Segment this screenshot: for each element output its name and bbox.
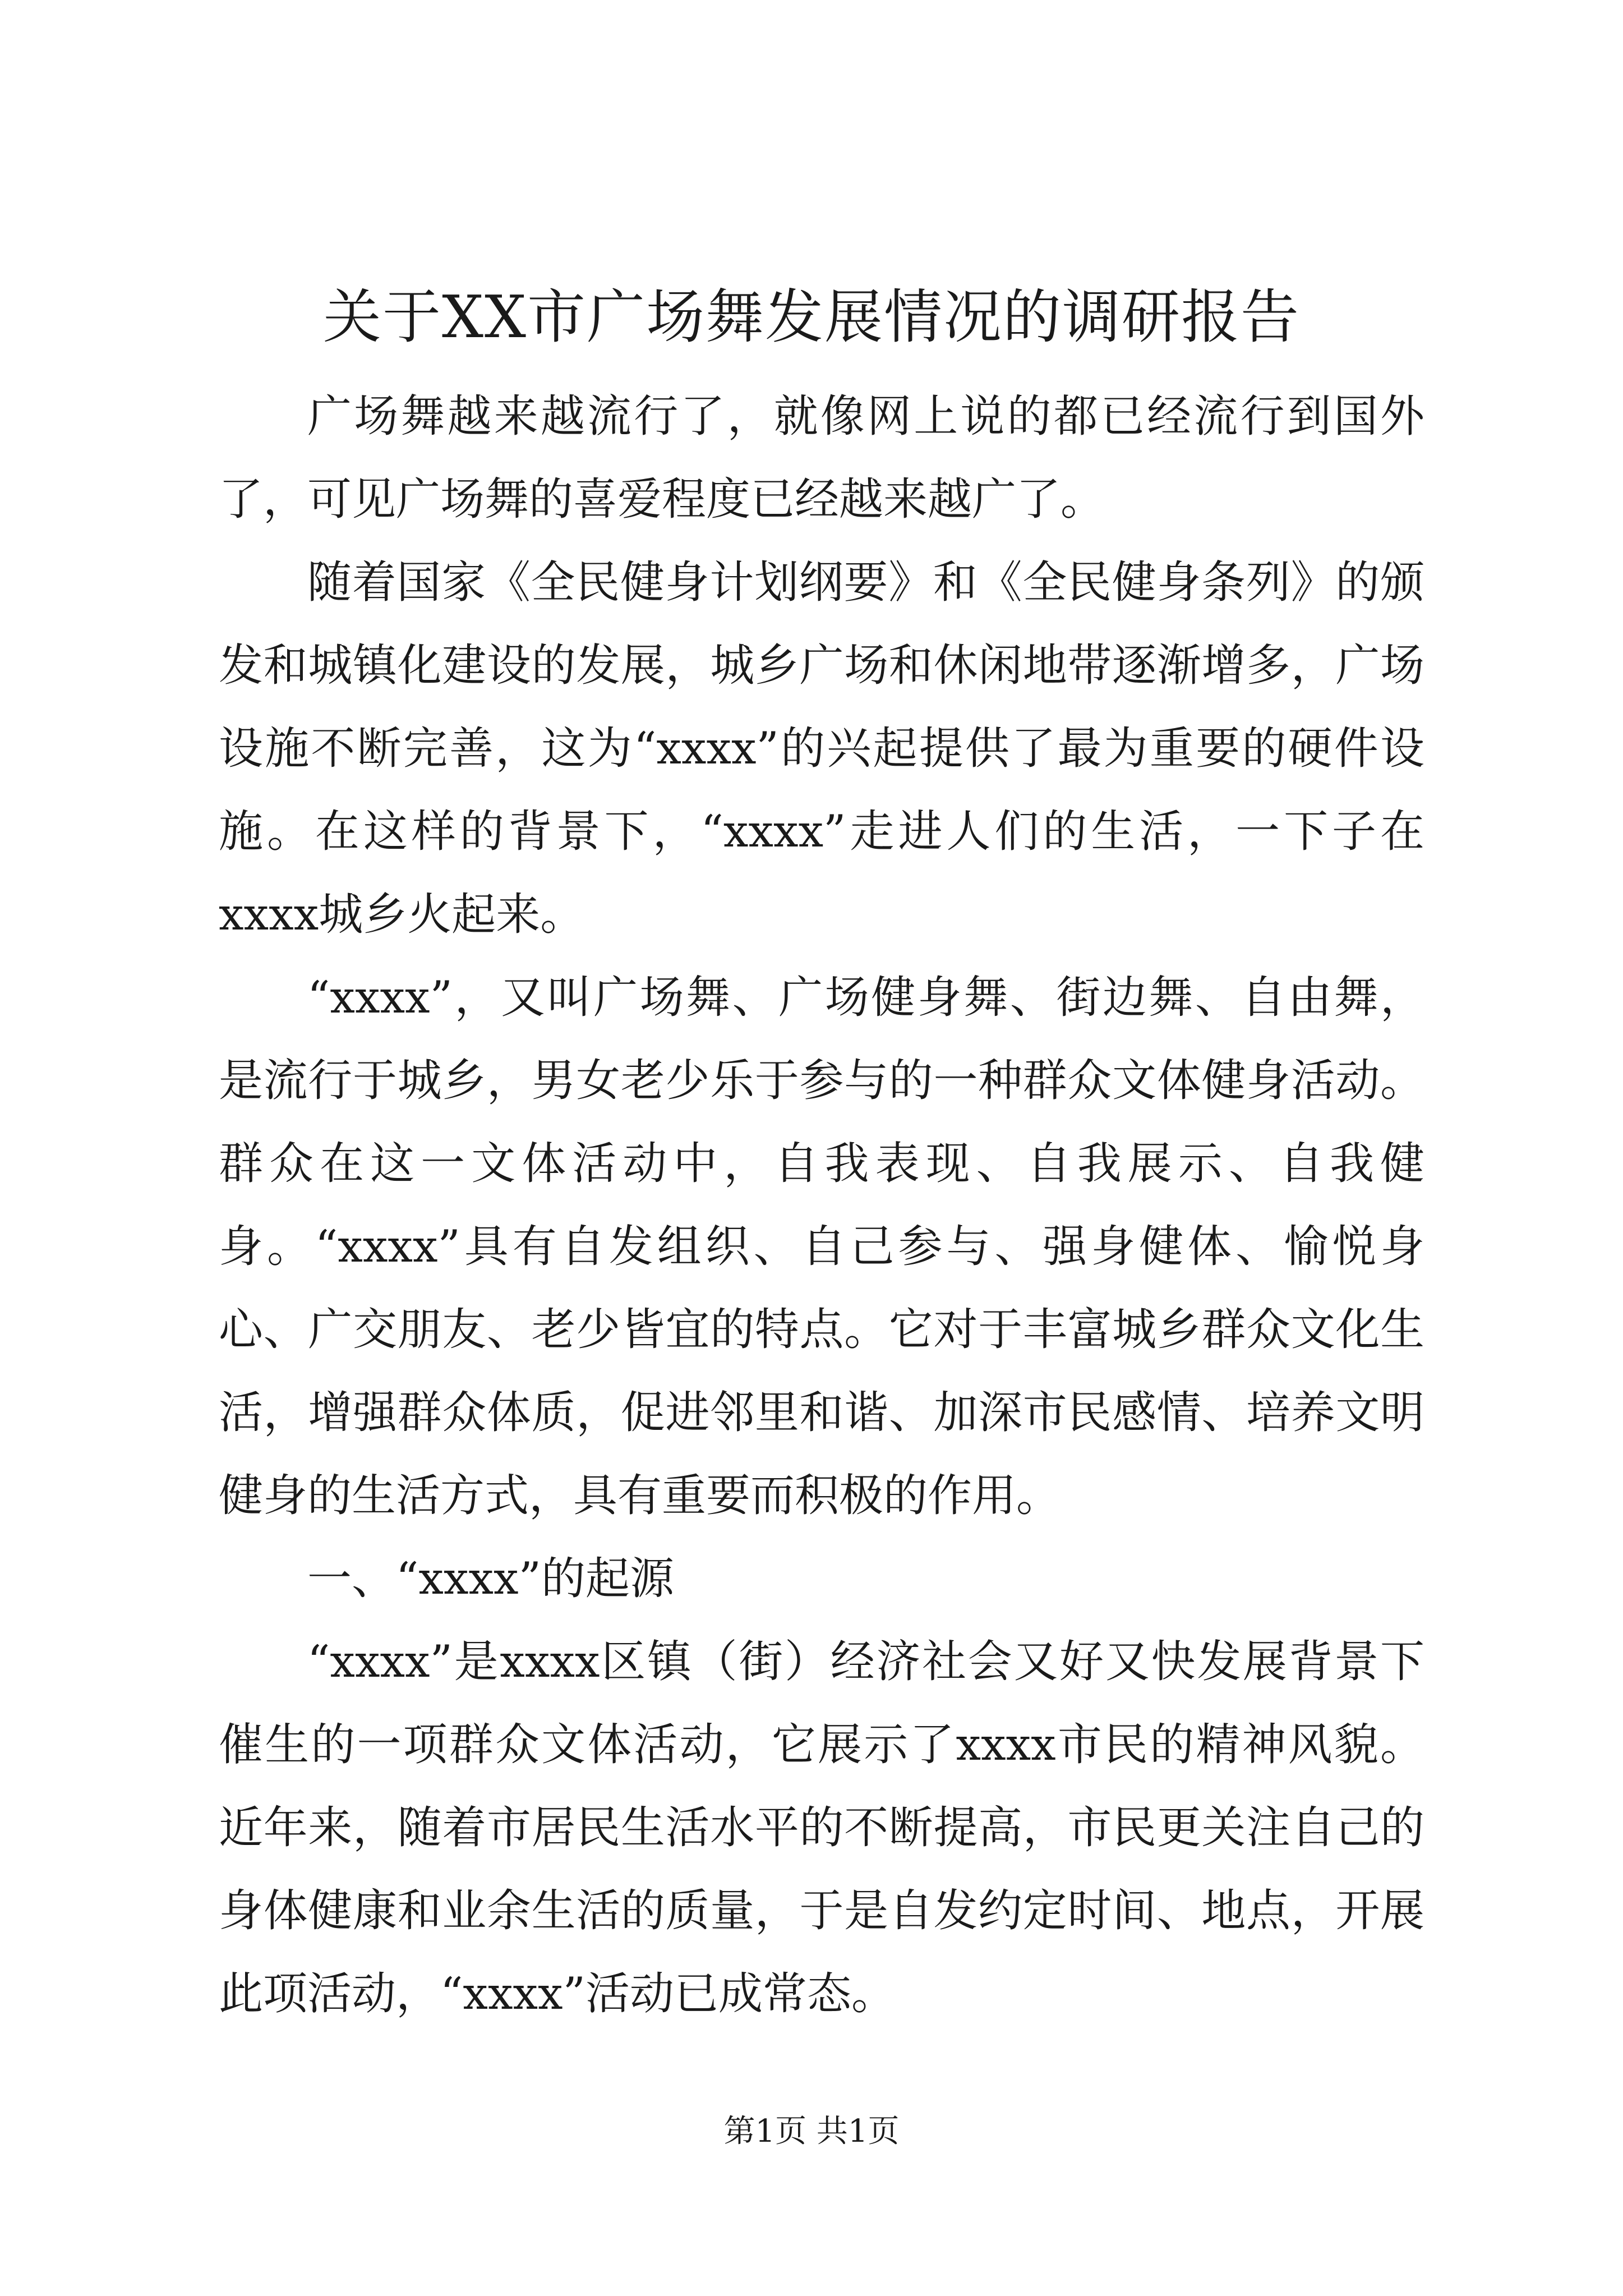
section-heading-origin: 一、“xxxx”的起源 — [307, 1553, 674, 1604]
page-number-footer: 第1页 共1页 — [723, 2113, 900, 2150]
paragraph-intro: 广场舞越来越流行了，就像网上说的都已经流行到国外了，可见广场舞的喜爱程度已经越来越广了。 — [219, 390, 1424, 525]
paragraph-definition: “xxxx”，又叫广场舞、广场健身舞、街边舞、自由舞，是流行于城乡，男女老少乐于参与的一种群众文体健身活动。群众在这一文体活动中，自我表现、自我展示、自我健身。“xxxx”具有自发组织、自己参与、强身健体、愉悦身心、广交朋友、老少皆宜的特点。它对于丰富城乡群众文化生活，增强群众体质，促进邻里和谐、加深市民感情、培养文明健身的生活方式，具有重要而积极的作用。 — [219, 972, 1424, 1521]
paragraph-background: 随着国家《全民健身计划纲要》和《全民健身条列》的颁发和城镇化建设的发展，城乡广场和休闲地带逐渐增多，广场设施不断完善，这为“xxxx”的兴起提供了最为重要的硬件设施。在这样的背景下，“xxxx”走进人们的生活，一下子在xxxx城乡火起来。 — [219, 556, 1424, 940]
paragraph-origin: “xxxx”是xxxx区镇（街）经济社会又好又快发展背景下催生的一项群众文体活动，它展示了xxxx市民的精神风貌。近年来，随着市居民生活水平的不断提高，市民更关注自己的身体健康和业余生活的质量，于是自发约定时间、地点，开展此项活动，“xxxx”活动已成常态。 — [219, 1636, 1424, 2019]
document-body — [219, 375, 1424, 2035]
page-title: 关于XX市广场舞发展情况的调研报告 — [322, 283, 1301, 351]
